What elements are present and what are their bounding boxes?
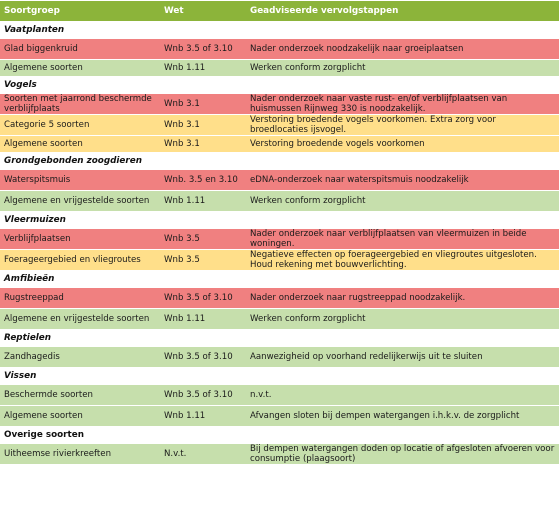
table-row — [0, 115, 559, 136]
table-row — [0, 347, 559, 368]
table-row — [0, 136, 559, 153]
cell-vervolgstappen: eDNA-onderzoek naar waterspitsmuis noodzakelijk — [246, 170, 559, 191]
cell-vervolgstappen: Afvangen sloten bij dempen watergangen i.h.k.v. de zorgplicht — [246, 406, 559, 427]
cell-wet: Wnb 3.5 of 3.10 — [160, 288, 246, 309]
cell-vervolgstappen: Werken conform zorgplicht — [246, 309, 559, 330]
table-row — [0, 444, 559, 465]
group-heading-row — [0, 212, 559, 229]
table-row — [0, 94, 559, 115]
cell-soortgroep: Categorie 5 soorten — [0, 115, 160, 136]
cell-soortgroep: Foerageergebied en vliegroutes — [0, 250, 160, 271]
group-heading-row — [0, 22, 559, 39]
cell-soortgroep: Beschermde soorten — [0, 385, 160, 406]
table-header — [0, 1, 559, 22]
group-heading: Reptielen — [0, 330, 559, 347]
cell-soortgroep: Glad biggenkruid — [0, 39, 160, 60]
cell-vervolgstappen: Werken conform zorgplicht — [246, 191, 559, 212]
table-body — [0, 22, 559, 465]
cell-wet: Wnb 3.5 of 3.10 — [160, 347, 246, 368]
cell-wet: Wnb 1.11 — [160, 406, 246, 427]
group-heading: Amfibieën — [0, 271, 559, 288]
header-row — [0, 1, 559, 22]
column-header-wet: Wet — [160, 1, 246, 22]
table-row — [0, 170, 559, 191]
cell-soortgroep: Soorten met jaarrond beschermde verblijfplaats — [0, 94, 160, 115]
cell-wet: Wnb 3.5 of 3.10 — [160, 385, 246, 406]
cell-vervolgstappen: Nader onderzoek noodzakelijk naar groeiplaatsen — [246, 39, 559, 60]
cell-wet: Wnb 3.5 — [160, 229, 246, 250]
column-header-vervolgstappen: Geadviseerde vervolgstappen — [246, 1, 559, 22]
cell-vervolgstappen: Bij dempen watergangen doden op locatie of afgesloten afvoeren voor consumptie (plaagsoort) — [246, 444, 559, 465]
cell-soortgroep: Algemene soorten — [0, 406, 160, 427]
cell-vervolgstappen: n.v.t. — [246, 385, 559, 406]
group-heading-row — [0, 427, 559, 444]
table-row — [0, 385, 559, 406]
cell-vervolgstappen: Verstoring broedende vogels voorkomen — [246, 136, 559, 153]
cell-wet: Wnb 3.5 — [160, 250, 246, 271]
cell-soortgroep: Waterspitsmuis — [0, 170, 160, 191]
group-heading: Overige soorten — [0, 427, 559, 444]
cell-soortgroep: Algemene soorten — [0, 136, 160, 153]
table-row — [0, 250, 559, 271]
cell-soortgroep: Algemene soorten — [0, 60, 160, 77]
group-heading: Grondgebonden zoogdieren — [0, 153, 559, 170]
group-heading-row — [0, 77, 559, 94]
cell-wet: Wnb 1.11 — [160, 60, 246, 77]
column-header-soortgroep: Soortgroep — [0, 1, 160, 22]
cell-wet: Wnb 3.1 — [160, 136, 246, 153]
table-row — [0, 60, 559, 77]
cell-vervolgstappen: Negatieve effecten op foerageergebied en vliegroutes uitgesloten. Houd rekening met bouwverlichting. — [246, 250, 559, 271]
group-heading: Vleermuizen — [0, 212, 559, 229]
cell-wet: Wnb 3.5 of 3.10 — [160, 39, 246, 60]
cell-vervolgstappen: Nader onderzoek naar verblijfplaatsen van vleermuizen in beide woningen. — [246, 229, 559, 250]
table-row — [0, 406, 559, 427]
cell-vervolgstappen: Nader onderzoek naar vaste rust- en/of verblijfplaatsen van huismussen Rijnweg 330 is noodzakelijk. — [246, 94, 559, 115]
group-heading: Vogels — [0, 77, 559, 94]
table-row — [0, 309, 559, 330]
cell-vervolgstappen: Aanwezigheid op voorhand redelijkerwijs uit te sluiten — [246, 347, 559, 368]
table-row — [0, 229, 559, 250]
cell-wet: Wnb. 3.5 en 3.10 — [160, 170, 246, 191]
cell-wet: Wnb 3.1 — [160, 94, 246, 115]
group-heading: Vaatplanten — [0, 22, 559, 39]
group-heading: Vissen — [0, 368, 559, 385]
cell-wet: Wnb 3.1 — [160, 115, 246, 136]
cell-soortgroep: Uitheemse rivierkreeften — [0, 444, 160, 465]
cell-soortgroep: Zandhagedis — [0, 347, 160, 368]
group-heading-row — [0, 330, 559, 347]
cell-vervolgstappen: Nader onderzoek naar rugstreeppad noodzakelijk. — [246, 288, 559, 309]
cell-wet: Wnb 1.11 — [160, 191, 246, 212]
group-heading-row — [0, 153, 559, 170]
group-heading-row — [0, 368, 559, 385]
cell-wet: N.v.t. — [160, 444, 246, 465]
cell-soortgroep: Algemene en vrijgestelde soorten — [0, 191, 160, 212]
cell-vervolgstappen: Werken conform zorgplicht — [246, 60, 559, 77]
cell-wet: Wnb 1.11 — [160, 309, 246, 330]
cell-soortgroep: Verblijfplaatsen — [0, 229, 160, 250]
table-row — [0, 191, 559, 212]
table-row — [0, 39, 559, 60]
cell-soortgroep: Algemene en vrijgestelde soorten — [0, 309, 160, 330]
cell-soortgroep: Rugstreeppad — [0, 288, 160, 309]
cell-vervolgstappen: Verstoring broedende vogels voorkomen. Extra zorg voor broedlocaties ijsvogel. — [246, 115, 559, 136]
table-row — [0, 288, 559, 309]
group-heading-row — [0, 271, 559, 288]
